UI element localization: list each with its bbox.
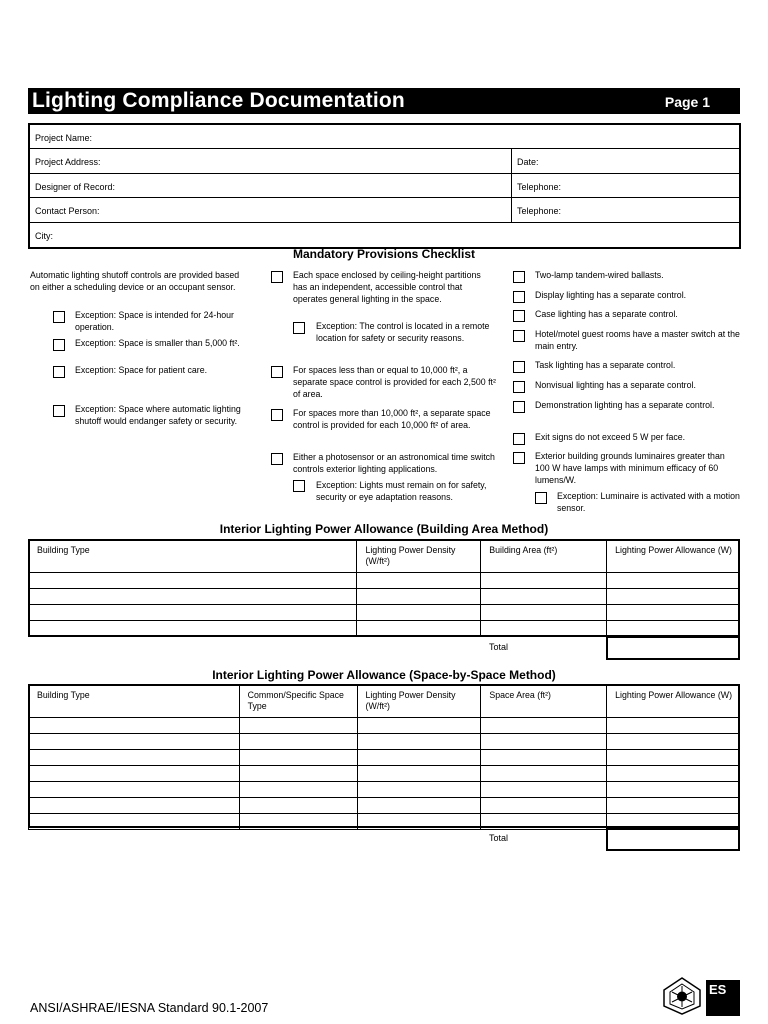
table-row[interactable] <box>29 605 740 621</box>
checklist-item: For spaces less than or equal to 10,000 ft², a separate space control is provided for each 2,500 ft² of area. <box>293 365 496 399</box>
checklist-intro: Automatic lighting shutoff controls are provided based on either a scheduling device or an occupant sensor. <box>30 270 240 292</box>
page-number: Page 1 <box>664 94 710 110</box>
checklist-item: Each space enclosed by ceiling-height partitions has an independent, accessible control that operates general lighting in the space. <box>293 270 481 304</box>
column-header: Lighting Power Allowance (W) <box>607 540 740 573</box>
table-row[interactable] <box>29 750 740 766</box>
checkbox[interactable] <box>293 322 305 334</box>
table-row[interactable] <box>29 573 740 589</box>
column-header: Building Type <box>29 540 357 573</box>
telephone-label: Telephone: <box>511 198 561 221</box>
table-row[interactable] <box>29 766 740 782</box>
project-name-row[interactable] <box>30 125 739 149</box>
contact-row[interactable] <box>30 198 739 222</box>
checklist-item: For spaces more than 10,000 ft², a separate space control is provided for each 10,000 ft² of area. <box>293 408 491 430</box>
checklist-item: Exception: Luminaire is activated with a motion sensor. <box>557 491 740 513</box>
checklist-item: Exception: Space is intended for 24-hour operation. <box>75 310 234 332</box>
checklist-item: Demonstration lighting has a separate control. <box>535 400 715 410</box>
checkbox[interactable] <box>513 401 525 413</box>
space-by-space-title: Interior Lighting Power Allowance (Space-by-Space Method) <box>212 668 556 682</box>
column-header: Building Type <box>29 685 240 718</box>
page-title: Lighting Compliance Documentation <box>32 89 405 112</box>
column-header: Lighting Power Density (W/ft²) <box>357 685 481 718</box>
column-header: Space Area (ft²) <box>481 685 607 718</box>
checkbox[interactable] <box>53 311 65 323</box>
checklist-item: Either a photosensor or an astronomical time switch controls exterior lighting applications. <box>293 452 495 474</box>
column-header: Lighting Power Density (W/ft²) <box>357 540 481 573</box>
total-input[interactable] <box>606 827 740 851</box>
checkbox[interactable] <box>513 310 525 322</box>
checkbox[interactable] <box>513 433 525 445</box>
checkbox[interactable] <box>271 453 283 465</box>
checkbox[interactable] <box>293 480 305 492</box>
column-header: Common/Specific Space Type <box>239 685 357 718</box>
column-header: Lighting Power Allowance (W) <box>607 685 740 718</box>
table-row[interactable] <box>29 718 740 734</box>
table-row[interactable] <box>29 589 740 605</box>
table-row[interactable] <box>29 798 740 814</box>
project-address-label: Project Address: <box>35 157 101 168</box>
table-header-row <box>29 540 740 573</box>
checkbox[interactable] <box>513 361 525 373</box>
designer-label: Designer of Record: <box>35 181 116 192</box>
checklist-item: Exception: Space where automatic lighting shutoff would endanger safety or security. <box>75 404 241 426</box>
checklist-item: Hotel/motel guest rooms have a master switch at the main entry. <box>535 329 740 351</box>
building-area-title: Interior Lighting Power Allowance (Building Area Method) <box>219 522 549 536</box>
building-area-table <box>28 539 740 637</box>
table-row[interactable] <box>29 621 740 637</box>
checkbox[interactable] <box>53 366 65 378</box>
contact-label: Contact Person: <box>35 206 100 217</box>
checkbox[interactable] <box>53 339 65 351</box>
standard-footer: ANSI/ASHRAE/IESNA Standard 90.1-2007 <box>30 1001 269 1015</box>
total-label: Total <box>489 642 509 652</box>
checklist-item: Display lighting has a separate control. <box>535 290 687 300</box>
checklist-item: Exception: The control is located in a remote location for safety or security reasons. <box>316 321 490 343</box>
total-label: Total <box>489 833 509 843</box>
telephone-label: Telephone: <box>511 174 561 197</box>
checkbox[interactable] <box>271 271 283 283</box>
checkbox[interactable] <box>513 291 525 303</box>
table-row[interactable] <box>29 734 740 750</box>
ashrae-logo-icon <box>656 976 708 1016</box>
checkbox[interactable] <box>271 409 283 421</box>
checklist-item: Case lighting has a separate control. <box>535 309 678 319</box>
space-by-space-table <box>28 684 740 830</box>
checkbox[interactable] <box>53 405 65 417</box>
city-label: City: <box>35 230 53 241</box>
checklist-item: Task lighting has a separate control. <box>535 360 676 370</box>
checkbox[interactable] <box>513 452 525 464</box>
checkbox[interactable] <box>271 366 283 378</box>
checkbox[interactable] <box>513 381 525 393</box>
checkbox[interactable] <box>513 271 525 283</box>
checkbox[interactable] <box>535 492 547 504</box>
checklist-item: Exit signs do not exceed 5 W per face. <box>535 432 686 442</box>
title-bar <box>28 88 740 114</box>
column-header: Building Area (ft²) <box>481 540 607 573</box>
checklist-item: Exception: Space for patient care. <box>75 365 208 375</box>
total-input[interactable] <box>606 636 740 660</box>
city-row[interactable] <box>30 223 739 247</box>
checklist-item: Two-lamp tandem-wired ballasts. <box>535 270 664 280</box>
ies-logo <box>656 976 740 1016</box>
designer-row[interactable] <box>30 174 739 198</box>
project-name-label: Project Name: <box>35 133 93 143</box>
checklist-item: Exception: Lights must remain on for safety, security or eye adaptation reasons. <box>316 480 487 502</box>
table-row[interactable] <box>29 782 740 798</box>
project-info-table <box>28 123 741 249</box>
checklist-item: Nonvisual lighting has a separate control. <box>535 380 696 390</box>
table-header-row <box>29 685 740 718</box>
checklist-item: Exception: Space is smaller than 5,000 ft². <box>75 338 240 348</box>
checklist-title: Mandatory Provisions Checklist <box>292 247 476 261</box>
date-label: Date: <box>511 149 539 172</box>
checklist-item: Exterior building grounds luminaires greater than 100 W have lamps with minimum efficacy of 60 lumens/W. <box>535 451 725 485</box>
ies-badge-text: ES <box>709 982 727 997</box>
checkbox[interactable] <box>513 330 525 342</box>
project-address-row[interactable] <box>30 149 739 173</box>
